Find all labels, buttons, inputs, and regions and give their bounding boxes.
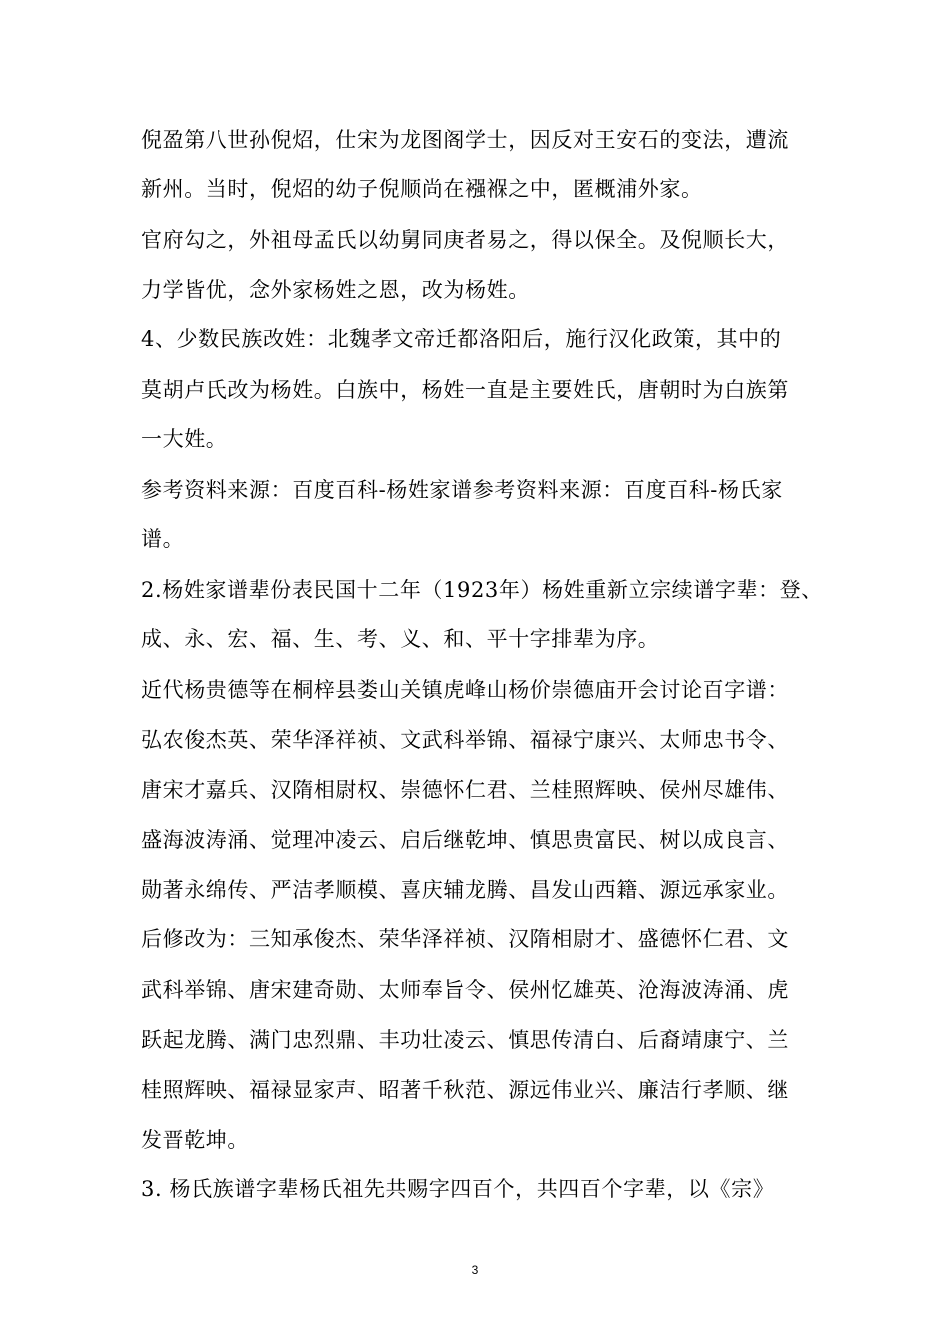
text-line: 官府勾之，外祖母孟氏以幼舅同庚者易之，得以保全。及倪顺长大， [141,228,789,252]
text-line: 盛海波涛涌、觉理冲凌云、启后继乾坤、慎思贵富民、树以成良言、 [141,828,789,852]
text-line: 武科举锦、唐宋建奇勋、太师奉旨令、侯州忆雄英、沧海波涛涌、虎 [141,978,789,1002]
text-line: 发晋乾坤。 [141,1128,249,1152]
text-line: 谱。 [141,527,185,551]
text-line: 新州。当时，倪炤的幼子倪顺尚在襁褓之中，匿概浦外家。 [141,177,703,201]
text-line: 莫胡卢氏改为杨姓。白族中，杨姓一直是主要姓氏，唐朝时为白族第 [141,378,789,402]
text-line: 跃起龙腾、满门忠烈鼎、丰功壮凌云、慎思传清白、后裔靖康宁、兰 [141,1028,789,1052]
text-line: 弘农俊杰英、荣华泽祥祯、文武科举锦、福禄宁康兴、太师忠书令、 [141,728,789,752]
text-line: 近代杨贵德等在桐梓县娄山关镇虎峰山杨价崇德庙开会讨论百字谱： [141,678,789,702]
text-line: 成、永、宏、福、生、考、义、和、平十字排辈为序。 [141,627,660,651]
text-line: 桂照辉映、福禄显家声、昭著千秋范、源远伟业兴、廉洁行孝顺、继 [141,1078,789,1102]
text-line: 唐宋才嘉兵、汉隋相尉权、崇德怀仁君、兰桂照辉映、侯州尽雄伟、 [141,778,789,802]
text-line: 力学皆优，念外家杨姓之恩，改为杨姓。 [141,278,530,302]
text-line: 3. 杨氏族谱字辈杨氏祖先共赐字四百个，共四百个字辈，以《宗》 [141,1177,775,1201]
text-line: 一大姓。 [141,427,228,451]
text-line: 2.杨姓家谱辈份表民国十二年（1923年）杨姓重新立宗续谱字辈：登、 [141,578,823,602]
text-line: 勋著永绵传、严洁孝顺模、喜庆辅龙腾、昌发山西籍、源远承家业。 [141,878,789,902]
text-line: 倪盈第八世孙倪炤，仕宋为龙图阁学士，因反对王安石的变法，遭流 [141,128,789,152]
page-number: 3 [471,1263,479,1277]
text-line: 参考资料来源：百度百科-杨姓家谱参考资料来源：百度百科-杨氏家 [141,478,783,502]
text-line: 4、少数民族改姓：北魏孝文帝迁都洛阳后，施行汉化政策，其中的 [141,327,782,351]
text-line: 后修改为：三知承俊杰、荣华泽祥祯、汉隋相尉才、盛德怀仁君、文 [141,927,789,951]
